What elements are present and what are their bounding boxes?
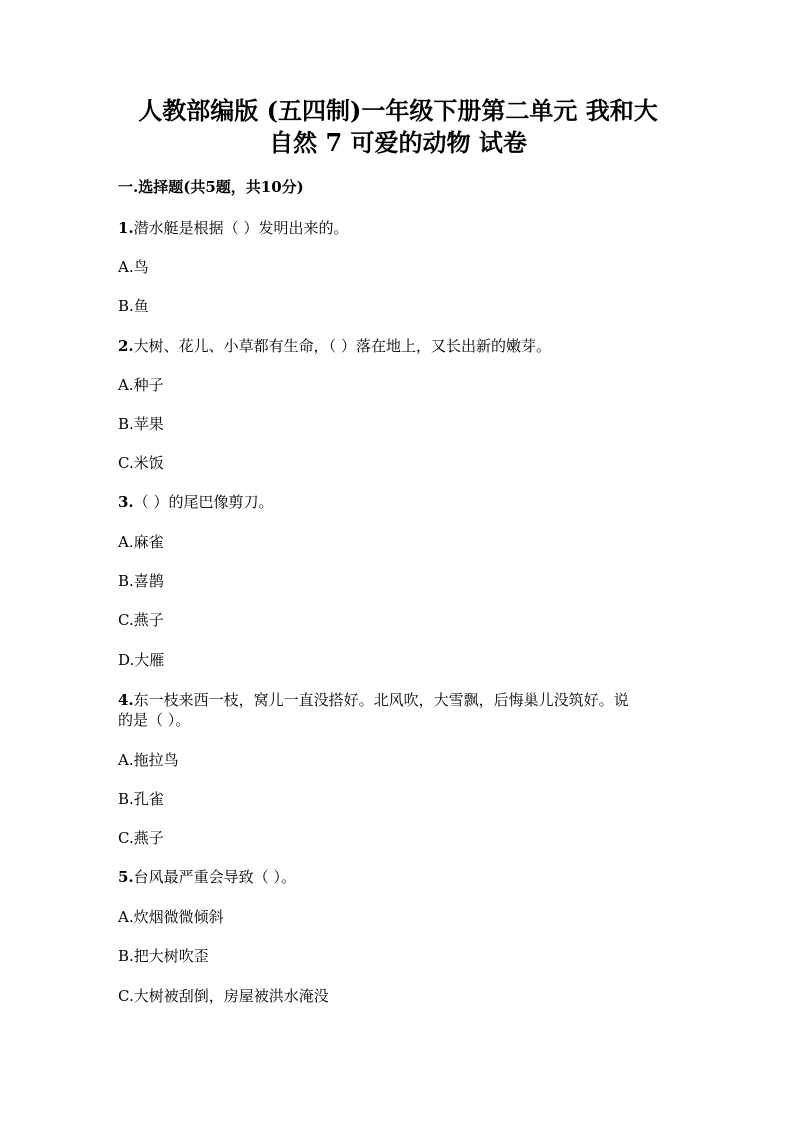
option-5c: C.大树被刮倒，房屋被洪水淹没	[118, 987, 329, 1005]
option-3a: A.麻雀	[118, 533, 164, 551]
option-4c: C.燕子	[118, 829, 164, 847]
question-number: 3.	[118, 493, 134, 511]
option-1b: B.鱼	[118, 297, 149, 315]
option-3b: B.喜鹊	[118, 572, 164, 590]
question-text-line-1: 东一枝来西一枝，窝儿一直没搭好。北风吹，大雪飘，后悔巢儿没筑好。说	[133, 691, 629, 709]
option-1a: A.鸟	[118, 258, 149, 276]
question-text: 台风最严重会导致（ ）。	[133, 868, 296, 886]
question-5	[118, 867, 296, 887]
option-5b: B.把大树吹歪	[118, 947, 209, 965]
question-number: 5.	[118, 868, 134, 886]
question-4	[118, 690, 629, 710]
question-text: 潜水艇是根据（ ）发明出来的。	[133, 219, 349, 237]
option-2b: B.苹果	[118, 415, 164, 433]
option-2a: A.种子	[118, 376, 164, 394]
section-heading: 一.选择题(共5题，共10分)	[118, 178, 304, 196]
question-4-continued	[118, 710, 190, 730]
question-text: 大树、花儿、小草都有生命，（ ）落在地上，又长出新的嫩芽。	[133, 337, 551, 355]
option-4b: B.孔雀	[118, 790, 164, 808]
question-text: （ ）的尾巴像剪刀。	[133, 493, 274, 511]
question-3	[118, 492, 273, 512]
document-title-line-1: 人教部编版 (五四制)一年级下册第二单元 我和大	[138, 96, 658, 125]
document-title-line-2: 自然 7 可爱的动物 试卷	[269, 128, 527, 157]
question-number: 2.	[118, 337, 134, 355]
option-3d: D.大雁	[118, 651, 165, 669]
question-text-line-2: 的是（ ）。	[118, 711, 191, 729]
question-number: 4.	[118, 691, 134, 709]
option-4a: A.拖拉鸟	[118, 751, 179, 769]
question-1	[118, 218, 348, 238]
option-5a: A.炊烟微微倾斜	[118, 908, 224, 926]
option-3c: C.燕子	[118, 611, 164, 629]
question-2	[118, 336, 551, 356]
question-number: 1.	[118, 219, 134, 237]
option-2c: C.米饭	[118, 454, 164, 472]
